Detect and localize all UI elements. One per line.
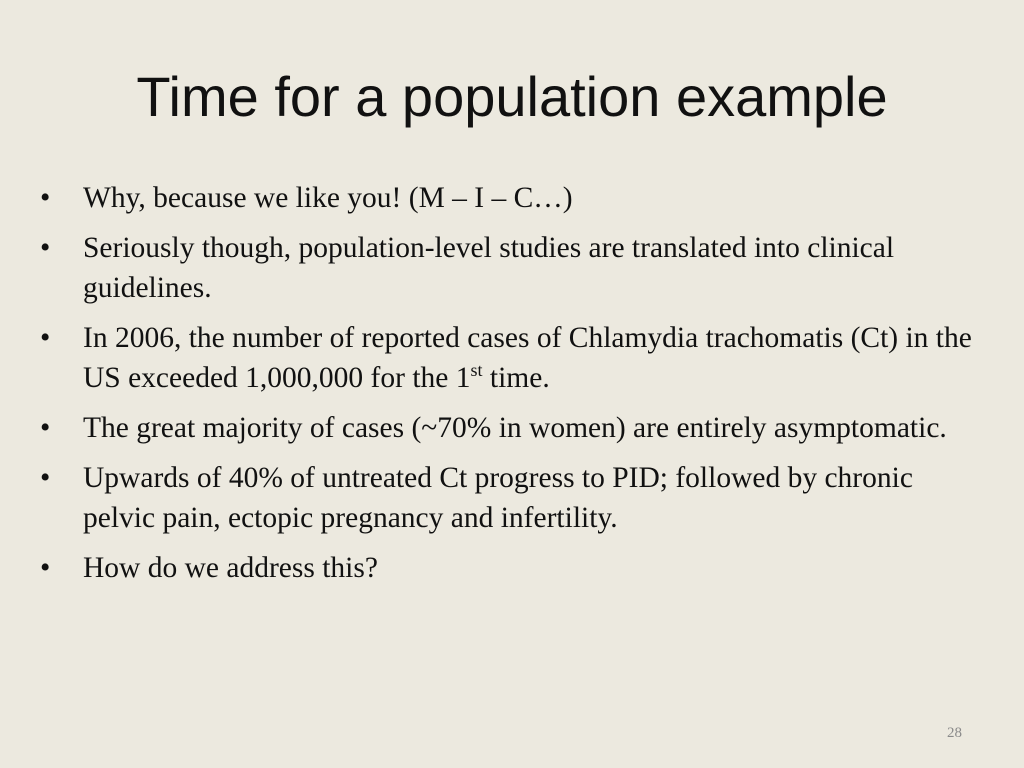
slide-title: Time for a population example xyxy=(136,65,888,128)
bullet-item xyxy=(40,458,980,538)
bullet-text: Seriously though, population-level studies are translated into clinical guidelines. xyxy=(83,232,895,304)
bullet-icon: • xyxy=(40,552,51,584)
bullet-text-tail: time. xyxy=(482,362,550,394)
bullet-text: Upwards of 40% of untreated Ct progress to PID; followed by chronic pelvic pain, ectopic pregnancy and infertility. xyxy=(83,462,913,534)
bullet-icon: • xyxy=(40,232,51,264)
bullet-text: How do we address this? xyxy=(83,552,378,584)
superscript-ordinal: st xyxy=(470,360,483,381)
bullet-item xyxy=(40,318,980,398)
bullet-icon: • xyxy=(40,412,51,444)
bullet-item xyxy=(40,408,980,448)
bullet-text-main: In 2006, the number of reported cases of Chlamydia trachomatis (Ct) in the US exceeded 1,000,000 for the 1 xyxy=(83,322,972,394)
bullet-icon: • xyxy=(40,322,51,354)
bullet-text: Why, because we like you! (M – I – C…) xyxy=(83,182,573,214)
bullet-icon: • xyxy=(40,182,51,214)
bullet-item xyxy=(40,548,980,588)
bullet-item xyxy=(40,178,980,218)
bullet-list xyxy=(40,178,980,598)
bullet-text xyxy=(83,322,972,394)
bullet-item xyxy=(40,228,980,308)
page-number: 28 xyxy=(947,725,962,741)
bullet-text: The great majority of cases (~70% in women) are entirely asymptomatic. xyxy=(83,412,947,444)
bullet-icon: • xyxy=(40,462,51,494)
